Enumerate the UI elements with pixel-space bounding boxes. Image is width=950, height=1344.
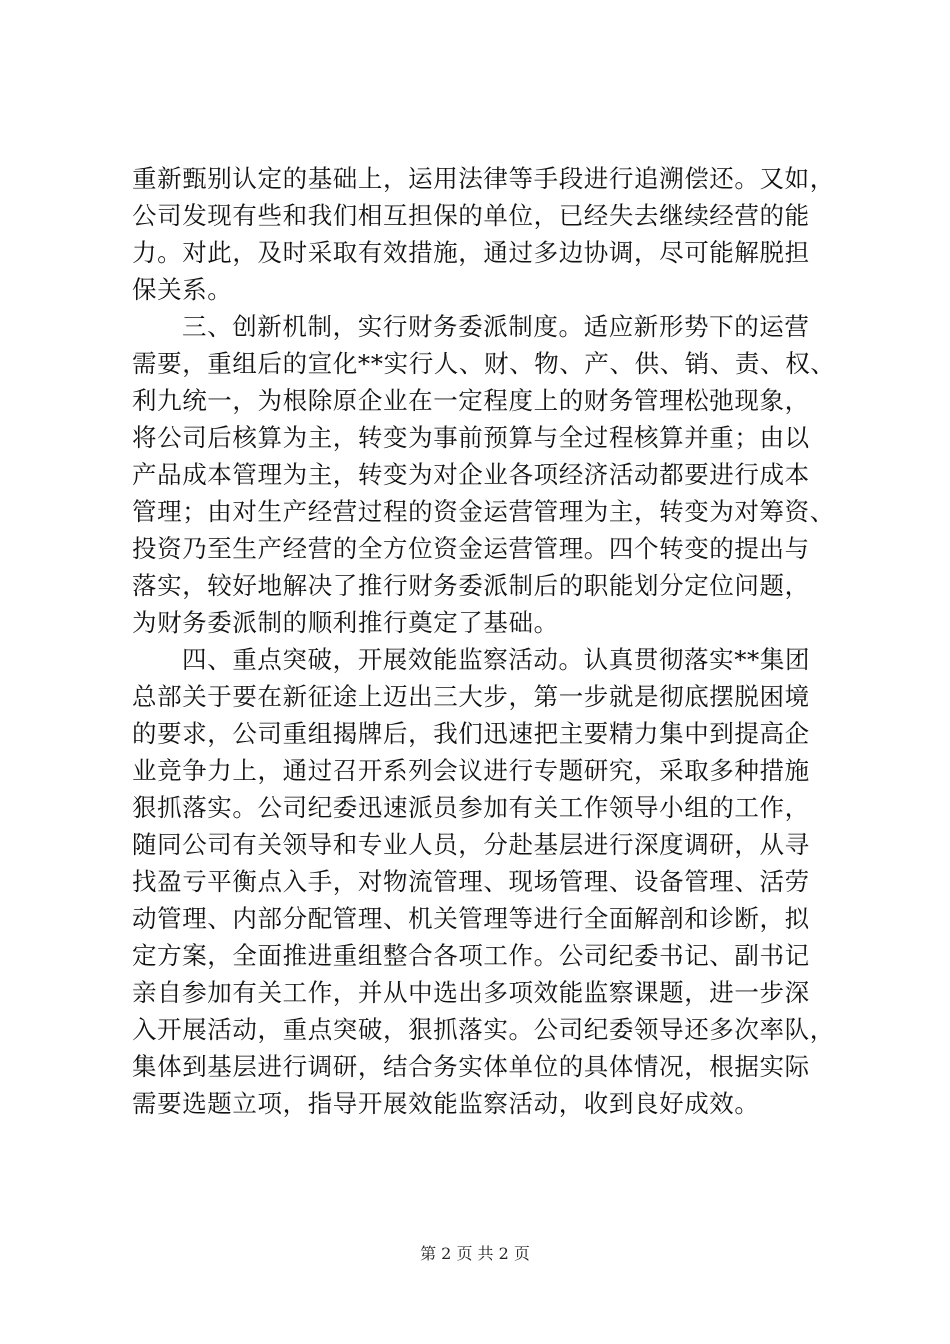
page-footer — [0, 1244, 950, 1264]
text-line: 找盈亏平衡点入手，对物流管理、现场管理、设备管理、活劳 — [132, 867, 810, 896]
text-line: 狠抓落实。公司纪委迅速派员参加有关工作领导小组的工作， — [132, 793, 810, 822]
text-line: 亲自参加有关工作，并从中选出多项效能监察课题，进一步深 — [132, 978, 810, 1007]
text-line: 重新甄别认定的基础上，运用法律等手段进行追溯偿还。又如， — [132, 164, 835, 193]
text-line: 将公司后核算为主，转变为事前预算与全过程核算并重；由以 — [132, 423, 810, 452]
text-line: 公司发现有些和我们相互担保的单位，已经失去继续经营的能 — [132, 201, 810, 230]
text-line: 需要，重组后的宣化**实行人、财、物、产、供、销、责、权、 — [132, 349, 836, 378]
text-line: 保关系。 — [132, 275, 233, 304]
text-line: 业竞争力上，通过召开系列会议进行专题研究，采取多种措施 — [132, 756, 810, 785]
text-line: 落实，较好地解决了推行财务委派制后的职能划分定位问题， — [132, 571, 810, 600]
text-line: 总部关于要在新征途上迈出三大步，第一步就是彻底摆脱困境 — [132, 682, 810, 711]
section-heading-line: 三、创新机制，实行财务委派制度。适应新形势下的运营 — [182, 312, 810, 341]
text-line: 的要求，公司重组揭牌后，我们迅速把主要精力集中到提高企 — [132, 719, 810, 748]
text-line: 力。对此，及时采取有效措施，通过多边协调，尽可能解脱担 — [132, 238, 810, 267]
text-line: 投资乃至生产经营的全方位资金运营管理。四个转变的提出与 — [132, 534, 810, 563]
text-line: 管理；由对生产经营过程的资金运营管理为主，转变为对筹资、 — [132, 497, 835, 526]
text-line: 随同公司有关领导和专业人员，分赴基层进行深度调研，从寻 — [132, 830, 810, 859]
text-line: 利九统一，为根除原企业在一定程度上的财务管理松弛现象， — [132, 386, 810, 415]
text-line: 定方案，全面推进重组整合各项工作。公司纪委书记、副书记 — [132, 941, 810, 970]
section-heading-line: 四、重点突破，开展效能监察活动。认真贯彻落实**集团 — [182, 645, 811, 674]
text-line: 入开展活动，重点突破，狠抓落实。公司纪委领导还多次率队， — [132, 1015, 835, 1044]
text-line: 需要选题立项，指导开展效能监察活动，收到良好成效。 — [132, 1089, 760, 1118]
document-body — [132, 160, 836, 1122]
text-line: 集体到基层进行调研，结合务实体单位的具体情况，根据实际 — [132, 1052, 810, 1081]
text-line: 产品成本管理为主，转变为对企业各项经济活动都要进行成本 — [132, 460, 810, 489]
page-number-label: 第 2 页 共 2 页 — [420, 1244, 530, 1263]
text-line: 为财务委派制的顺利推行奠定了基础。 — [132, 608, 559, 637]
text-line: 动管理、内部分配管理、机关管理等进行全面解剖和诊断，拟 — [132, 904, 810, 933]
